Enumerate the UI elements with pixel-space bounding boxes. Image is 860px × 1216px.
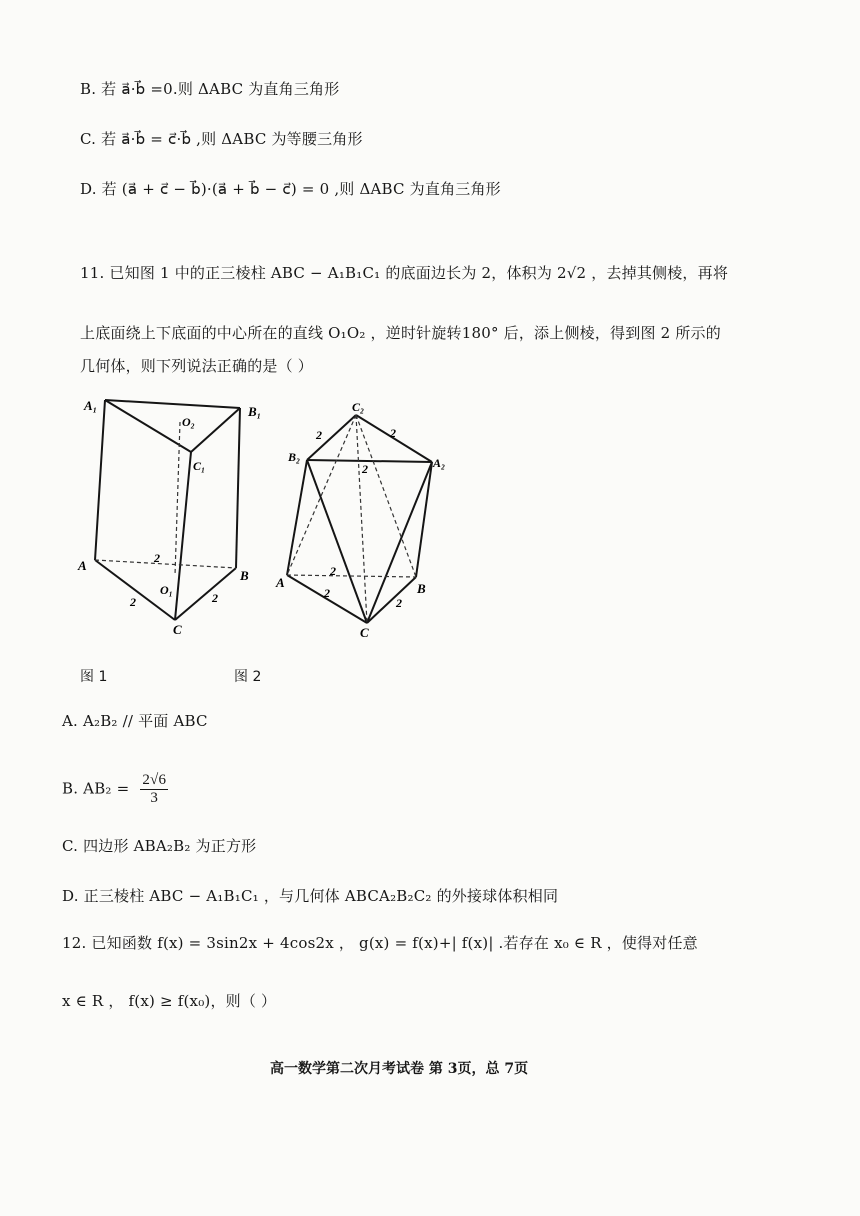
figure-1-caption: 图 1 [80, 669, 108, 685]
figure-1-prism [70, 390, 280, 650]
q11-stem-line2: 上底面绕上下底面的中心所在的直线 O₁O₂ ，逆时针旋转180° 后，添上侧棱，得到图 2 所示的 [80, 324, 721, 342]
figure-2-solid [270, 395, 470, 645]
label-O2: O₂ [182, 415, 195, 429]
label-O1: O₁ [160, 583, 173, 597]
q11-option-d: D. 正三棱柱 ABC − A₁B₁C₁ ，与几何体 ABCA₂B₂C₂ 的外接球体积相同 [62, 887, 559, 905]
label-C2: C₂ [352, 400, 365, 414]
label-B: B [417, 581, 426, 596]
edge-label-c2a2: 2 [390, 426, 396, 440]
q11-option-a: A. A₂B₂ // 平面 ABC [62, 712, 208, 730]
edge-label-bc: 2 [396, 596, 402, 610]
edge-label-ab: 2 [330, 564, 336, 578]
q11-option-c: C. 四边形 ABA₂B₂ 为正方形 [62, 837, 257, 855]
label-C: C [360, 625, 369, 640]
edge-label-b2a2: 2 [362, 462, 368, 476]
edge-label-ac: 2 [130, 595, 136, 609]
q12-stem-line2: x ∈ R ， f(x) ≥ f(x₀)，则（ ） [62, 992, 277, 1010]
q12-stem-line1: 12. 已知函数 f(x) = 3sin2x + 4cos2x ， g(x) = f(x)+| f(x)| .若存在 x₀ ∈ R ，使得对任意 [62, 934, 698, 952]
label-B2: B₂ [288, 450, 301, 464]
label-A: A [78, 558, 87, 573]
page-footer: 高一数学第二次月考试卷 第 3页，总 7页 [270, 1061, 529, 1077]
figure-2-caption: 图 2 [234, 669, 262, 685]
label-A: A [276, 575, 285, 590]
label-C1: C₁ [193, 459, 206, 473]
edge-label-ab: 2 [154, 551, 160, 565]
label-A1: A₁ [84, 398, 98, 413]
label-A2: A₂ [433, 456, 446, 470]
label-C: C [173, 622, 182, 637]
edge-label-ac: 2 [324, 586, 330, 600]
fraction [140, 772, 168, 807]
q10-option-b: B. 若 a⃗·b⃗ =0.则 ΔABC 为直角三角形 [80, 80, 340, 98]
q11-stem-line3: 几何体，则下列说法正确的是（ ） [80, 357, 313, 375]
label-B1: B₁ [248, 404, 262, 419]
label-B: B [240, 568, 249, 583]
fraction-denominator: 3 [150, 790, 159, 806]
q10-option-d: D. 若 (a⃗ + c⃗ − b⃗)·(a⃗ + b⃗ − c⃗) = 0 ,则 ΔABC 为直角三角形 [80, 180, 501, 198]
q11-option-b-prefix: B. AB₂ = [62, 779, 130, 798]
q10-option-c: C. 若 a⃗·b⃗ = c⃗·b⃗ ,则 ΔABC 为等腰三角形 [80, 130, 363, 148]
q11-option-b [62, 772, 168, 807]
q11-stem-line1: 11. 已知图 1 中的正三棱柱 ABC − A₁B₁C₁ 的底面边长为 2，体积为 2√2 ，去掉其侧棱，再将 [80, 264, 729, 282]
fraction-numerator: 2√6 [142, 772, 167, 788]
edge-label-bc: 2 [212, 591, 218, 605]
edge-label-c2b2: 2 [316, 428, 322, 442]
